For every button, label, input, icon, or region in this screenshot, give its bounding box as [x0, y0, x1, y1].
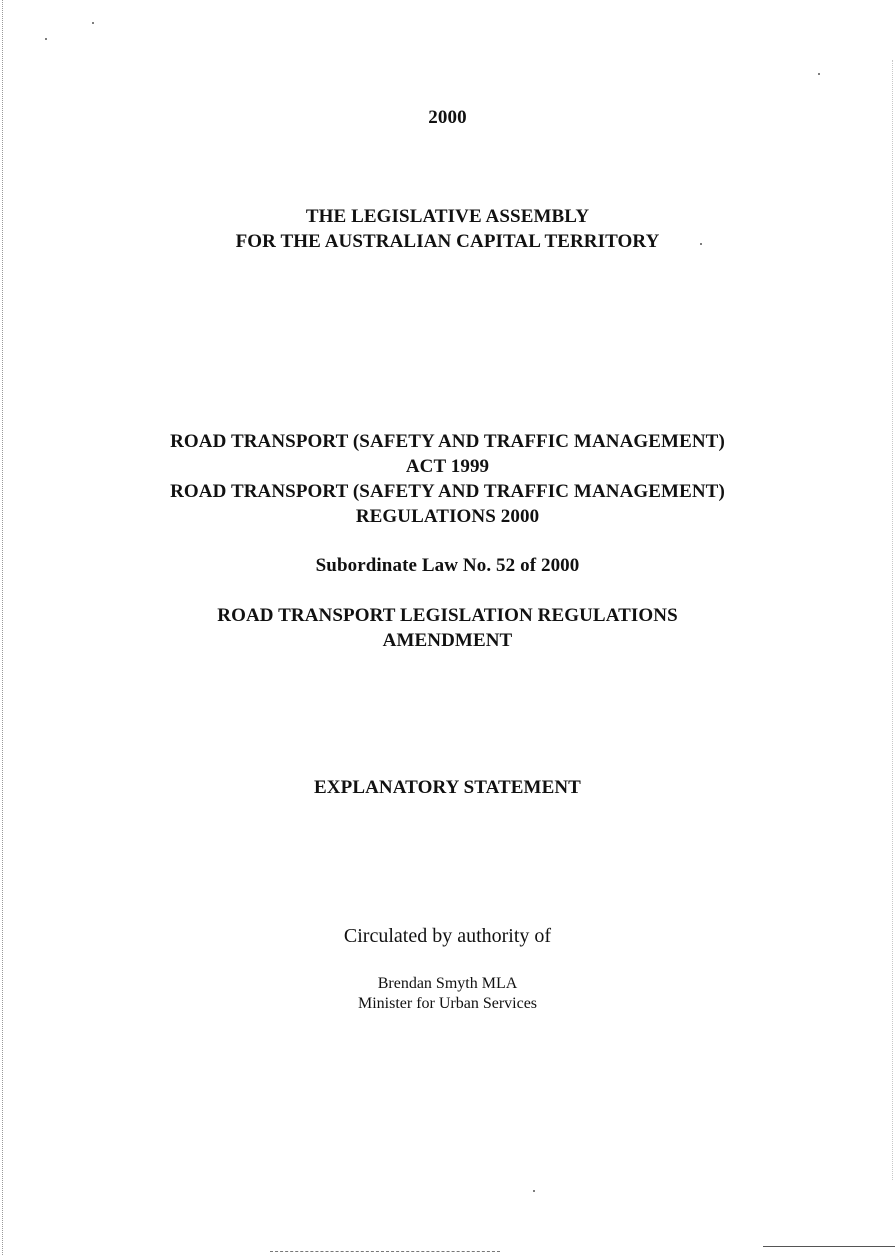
minister-title: Minister for Urban Services — [357, 995, 538, 1012]
title-line-3: ROAD TRANSPORT (SAFETY AND TRAFFIC MANAGEMENT) — [170, 481, 725, 502]
statement-heading: EXPLANATORY STATEMENT — [314, 777, 581, 798]
title-line-1: ROAD TRANSPORT (SAFETY AND TRAFFIC MANAGEMENT) — [170, 431, 725, 452]
amendment-line-2: AMENDMENT — [382, 630, 513, 651]
subordinate-law-number: Subordinate Law No. 52 of 2000 — [315, 555, 580, 576]
scan-bottom-rule — [270, 1251, 500, 1252]
assembly-line-1: THE LEGISLATIVE ASSEMBLY — [305, 206, 590, 227]
assembly-line-2: FOR THE AUSTRALIAN CAPITAL TERRITORY — [235, 231, 660, 252]
circulated-by-text: Circulated by authority of — [343, 925, 552, 947]
scan-speck — [533, 1190, 535, 1192]
scan-left-edge — [2, 0, 3, 1255]
title-line-2: ACT 1999 — [405, 456, 490, 477]
scan-corner-mark — [763, 1246, 895, 1247]
scan-speck — [45, 38, 47, 40]
scan-speck — [92, 22, 94, 24]
title-line-4: REGULATIONS 2000 — [355, 506, 540, 527]
document-year: 2000 — [428, 107, 467, 128]
scan-speck — [818, 73, 820, 75]
amendment-line-1: ROAD TRANSPORT LEGISLATION REGULATIONS — [217, 605, 678, 626]
minister-name: Brendan Smyth MLA — [377, 975, 518, 992]
